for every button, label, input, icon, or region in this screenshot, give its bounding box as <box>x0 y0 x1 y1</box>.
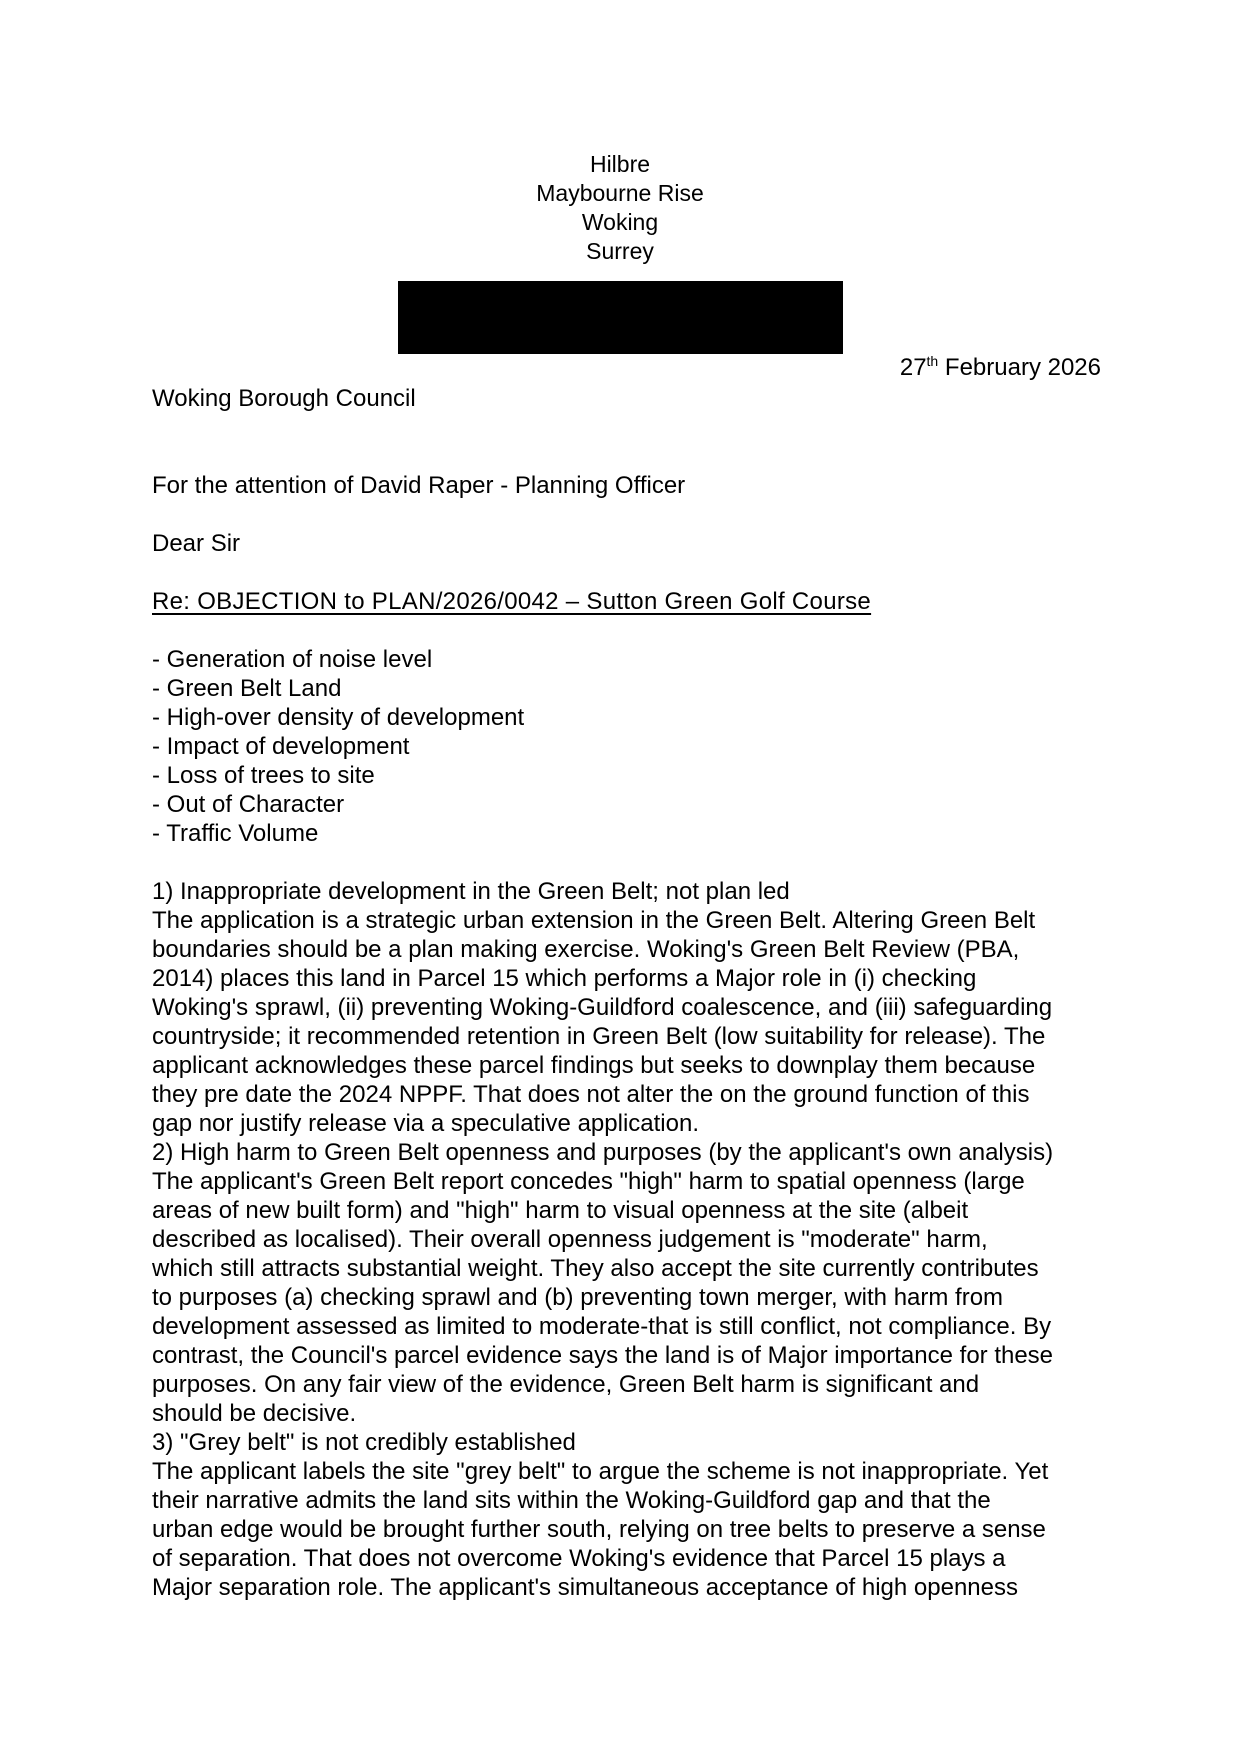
body-line: of separation. That does not overcome Woking's evidence that Parcel 15 plays a <box>152 1545 1006 1572</box>
list-item: - High-over density of development <box>152 704 525 731</box>
list-item: - Loss of trees to site <box>152 762 375 789</box>
body-line: their narrative admits the land sits within the Woking-Guildford gap and that the <box>152 1487 991 1514</box>
body-line: applicant acknowledges these parcel findings but seeks to downplay them because <box>152 1052 1036 1079</box>
body-line: 1) Inappropriate development in the Green Belt; not plan led <box>152 878 790 905</box>
body-line: described as localised). Their overall openness judgement is "moderate" harm, <box>152 1226 988 1253</box>
address-line: Maybourne Rise <box>536 180 704 206</box>
body-line: to purposes (a) checking sprawl and (b) preventing town merger, with harm from <box>152 1284 1004 1311</box>
recipient: Woking Borough Council <box>152 385 416 412</box>
body-line: The applicant's Green Belt report concedes "high" harm to spatial openness (large <box>152 1168 1025 1195</box>
date-day: 27 <box>899 354 927 381</box>
letter-date <box>900 353 1101 383</box>
body-line: development assessed as limited to moderate-that is still conflict, not compliance. By <box>152 1313 1052 1340</box>
date-suffix: th <box>926 353 939 369</box>
attention-line: For the attention of David Raper - Planning Officer <box>152 472 686 499</box>
address-line: Woking <box>581 209 659 235</box>
address-line: Hilbre <box>589 151 651 177</box>
body-line: purposes. On any fair view of the evidence, Green Belt harm is significant and <box>152 1371 980 1398</box>
sender-address <box>0 150 1240 266</box>
body-line: 3) "Grey belt" is not credibly established <box>152 1429 576 1456</box>
letter-body <box>152 877 1053 1602</box>
body-line: countryside; it recommended retention in Green Belt (low suitability for release). The <box>152 1023 1046 1050</box>
subject-line: Re: OBJECTION to PLAN/2026/0042 – Sutton Green Golf Course <box>152 588 872 615</box>
list-item: - Generation of noise level <box>152 646 433 673</box>
redaction-block <box>398 281 843 354</box>
body-line: The application is a strategic urban extension in the Green Belt. Altering Green Belt <box>152 907 1036 934</box>
salutation: Dear Sir <box>152 530 241 557</box>
objection-points-list <box>152 645 524 848</box>
list-item: - Green Belt Land <box>152 675 342 702</box>
body-line: Major separation role. The applicant's simultaneous acceptance of high openness <box>152 1574 1019 1601</box>
body-line: areas of new built form) and "high" harm to visual openness at the site (albeit <box>152 1197 969 1224</box>
body-line: 2014) places this land in Parcel 15 which performs a Major role in (i) checking <box>152 965 977 992</box>
body-line: boundaries should be a plan making exercise. Woking's Green Belt Review (PBA, <box>152 936 1020 963</box>
list-item: - Out of Character <box>152 791 345 818</box>
body-line: they pre date the 2024 NPPF. That does not alter the on the ground function of this <box>152 1081 1030 1108</box>
date-rest: February 2026 <box>938 354 1101 381</box>
body-line: should be decisive. <box>152 1400 357 1427</box>
body-line: 2) High harm to Green Belt openness and purposes (by the applicant's own analysis) <box>152 1139 1054 1166</box>
body-line: contrast, the Council's parcel evidence says the land is of Major importance for these <box>152 1342 1054 1369</box>
body-line: which still attracts substantial weight. They also accept the site currently contributes <box>152 1255 1039 1282</box>
body-line: Woking's sprawl, (ii) preventing Woking-Guildford coalescence, and (iii) safeguarding <box>152 994 1053 1021</box>
body-line: gap nor justify release via a speculative application. <box>152 1110 699 1137</box>
address-line: Surrey <box>586 238 654 264</box>
list-item: - Impact of development <box>152 733 410 760</box>
body-line: urban edge would be brought further south, relying on tree belts to preserve a sense <box>152 1516 1046 1543</box>
body-line: The applicant labels the site "grey belt" to argue the scheme is not inappropriate. Yet <box>152 1458 1049 1485</box>
list-item: - Traffic Volume <box>152 820 319 847</box>
